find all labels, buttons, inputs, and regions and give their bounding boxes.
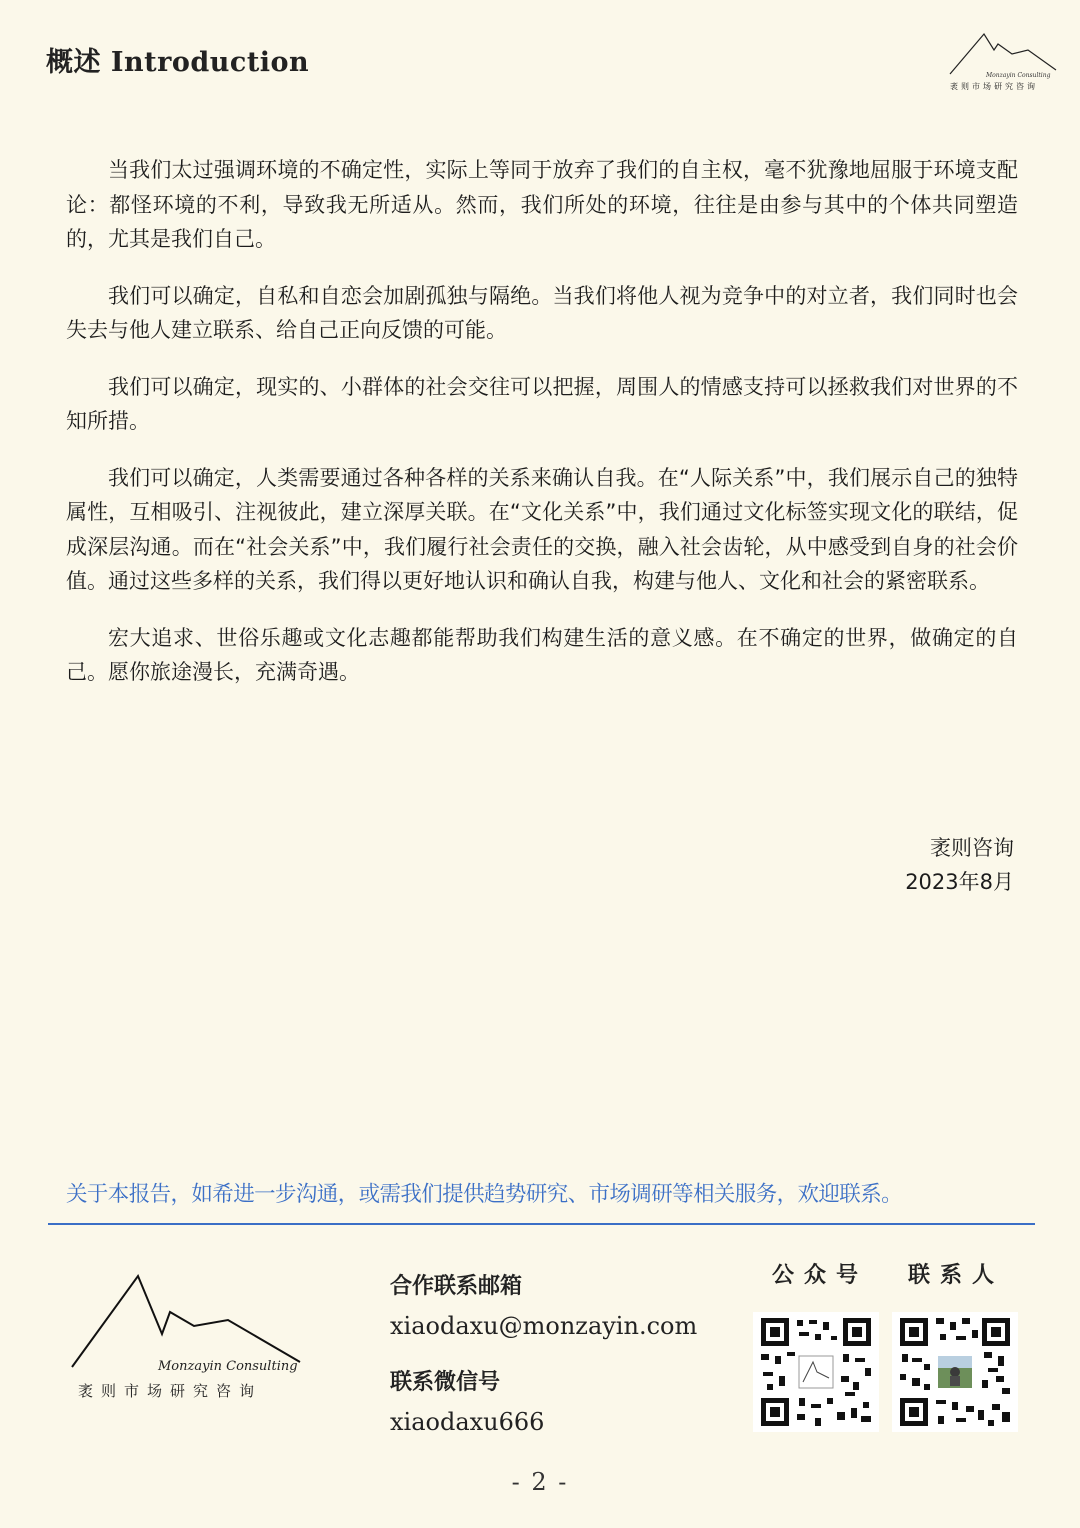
brand-name-cn: 袤则市场研究咨询 bbox=[78, 1382, 263, 1400]
qr-contact-label: 联系人 bbox=[908, 1262, 1005, 1288]
brand-name-en: Monzayin Consulting bbox=[986, 72, 1051, 79]
official-account-qr-code[interactable] bbox=[753, 1312, 879, 1432]
mountain-logo-icon bbox=[70, 1272, 310, 1372]
paragraph: 当我们太过强调环境的不确定性，实际上等同于放弃了我们的自主权，毫不犹豫地屈服于环境支配论：都怪环境的不利，导致我无所适从。然而，我们所处的环境，往往是由参与其中的个体共同塑造的，尤其是我们自己。 bbox=[66, 158, 1018, 251]
email-label: 合作联系邮箱 bbox=[390, 1273, 523, 1299]
brand-logo-bottom bbox=[70, 1272, 320, 1412]
wechat-label: 联系微信号 bbox=[390, 1369, 501, 1395]
wechat-id: xiaodaxu666 bbox=[390, 1408, 545, 1436]
divider bbox=[48, 1223, 1035, 1225]
signature-org: 袤则咨询 bbox=[930, 836, 1014, 860]
mountain-logo-icon bbox=[948, 30, 1058, 76]
paragraph: 我们可以确定，自私和自恋会加剧孤独与隔绝。当我们将他人视为竞争中的对立者，我们同时也会失去与他人建立联系、给自己正向反馈的可能。 bbox=[66, 283, 1018, 342]
page-number: - 2 - bbox=[511, 1468, 569, 1496]
paragraph: 我们可以确定，人类需要通过各种各样的关系来确认自我。在“人际关系”中，我们展示自己的独特属性，互相吸引、注视彼此，建立深厚关联。在“文化关系”中，我们通过文化标签实现文化的联结，促成深层沟通。而在“社会关系”中，我们履行社会责任的交换，融入社会齿轮，从中感受到自身的社会价值。通过这些多样的关系，我们得以更好地认识和确认自我，构建与他人、文化和社会的紧密联系。 bbox=[66, 465, 1018, 593]
qr-code-icon bbox=[753, 1312, 879, 1432]
brand-name-cn: 袤则市场研究咨询 bbox=[950, 82, 1038, 91]
page-title: 概述 Introduction bbox=[46, 47, 310, 78]
qr-official-label: 公众号 bbox=[772, 1262, 869, 1288]
body-text bbox=[66, 153, 1018, 712]
brand-name-en: Monzayin Consulting bbox=[158, 1359, 298, 1374]
paragraph: 我们可以确定，现实的、小群体的社会交往可以把握，周围人的情感支持可以拯救我们对世界的不知所措。 bbox=[66, 374, 1018, 433]
paragraph: 宏大追求、世俗乐趣或文化志趣都能帮助我们构建生活的意义感。在不确定的世界，做确定的自己。愿你旅途漫长，充满奇遇。 bbox=[66, 625, 1018, 684]
signature-date: 2023年8月 bbox=[905, 870, 1014, 894]
signature bbox=[905, 831, 1014, 899]
contact-info bbox=[390, 1266, 697, 1442]
contact-banner: 关于本报告，如希进一步沟通，或需我们提供趋势研究、市场调研等相关服务，欢迎联系。 bbox=[66, 1182, 903, 1207]
contact-person-qr-code[interactable] bbox=[892, 1312, 1018, 1432]
email-link[interactable]: xiaodaxu@monzayin.com bbox=[390, 1312, 698, 1340]
brand-logo-top bbox=[942, 30, 1064, 96]
qr-code-icon bbox=[892, 1312, 1018, 1432]
